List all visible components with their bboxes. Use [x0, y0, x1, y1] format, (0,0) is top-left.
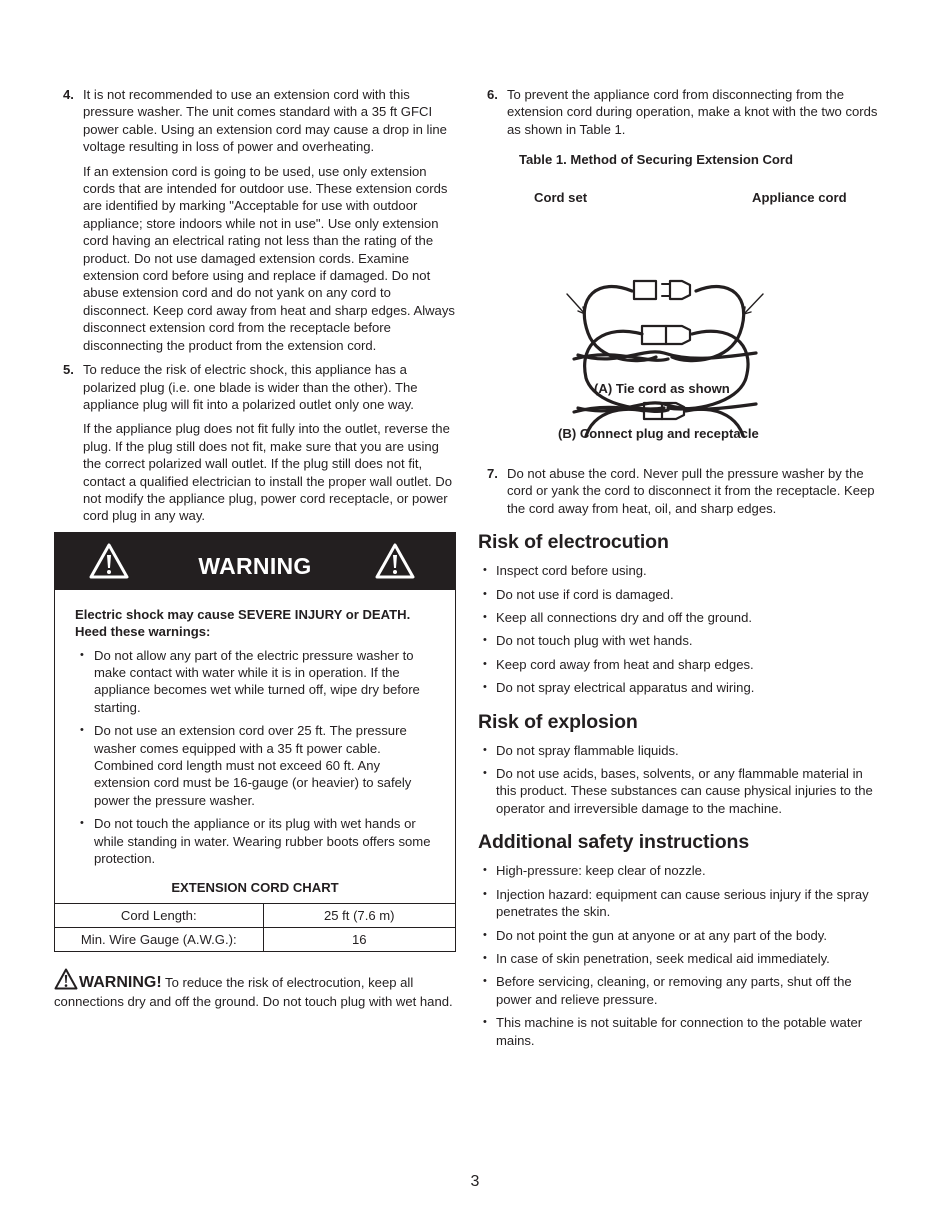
warning-bullets — [75, 647, 435, 868]
list-item — [478, 1014, 878, 1049]
bullet-icon: • — [483, 681, 487, 694]
list-item-text: Keep all connections dry and off the ground. — [496, 610, 752, 626]
table-cell: 25 ft (7.6 m) — [263, 903, 455, 927]
warning-header — [55, 533, 455, 590]
warning-intro: Electric shock may cause SEVERE INJURY or DEATH. Heed these warnings: — [75, 606, 411, 640]
cord-set-label: Cord set — [534, 190, 588, 206]
list-item-text: Do not use if cord is damaged. — [496, 586, 674, 602]
list-item — [478, 679, 878, 696]
list-item — [478, 862, 878, 879]
item-paragraph: It is not recommended to use an extension cord with this pressure washer. The unit comes standard with a 35 ft GFCI power cable. Using an extension cord may cause a drop in line voltage resulting in loss of power and overheating. — [83, 87, 447, 155]
list-item — [478, 765, 878, 817]
instruction-item-6 — [478, 86, 878, 138]
warning-title: WARNING — [198, 552, 312, 579]
item-paragraph: If the appliance plug does not fit fully into the outlet, reverse the plug. If the plug still does not fit, make sure that you are using the correct polarized wall outlet. If the plug still does not fit, contact a qualified electrician to install the proper wall outlet. Do not modify the appliance plug, power cord receptacle, or power cord plug in any way. — [83, 421, 453, 524]
list-item — [478, 973, 878, 1008]
list-item-text: Do not touch the appliance or its plug with wet hands or while standing in water. Wearing rubber boots offers some protection. — [94, 816, 431, 867]
list-item — [478, 950, 878, 967]
bullet-icon: • — [483, 587, 487, 600]
list-item-text: This machine is not suitable for connection to the potable water mains. — [496, 1015, 863, 1048]
electrocution-bullets — [478, 562, 878, 696]
list-item-text: Injection hazard: equipment can cause serious injury if the spray penetrates the skin. — [496, 886, 869, 920]
bullet-icon: • — [483, 864, 487, 877]
list-item-text: Before servicing, cleaning, or removing any parts, shut off the power and relieve pressure. — [496, 974, 852, 1007]
item-paragraph: To prevent the appliance cord from disconnecting from the extension cord during operation, make a knot with the two cords as shown in Table 1. — [507, 87, 878, 137]
list-item — [478, 632, 878, 649]
section-heading-electrocution: Risk of electrocution — [478, 531, 669, 554]
item-paragraph: To reduce the risk of electric shock, this appliance has a polarized plug (i.e. one blade is wider than the other). The appliance plug will fit into a polarized outlet only one way. — [83, 362, 418, 412]
caption-b: (B) Connect plug and receptacle — [558, 426, 759, 441]
left-column — [54, 86, 456, 1011]
list-item-text: Keep cord away from heat and sharp edges. — [496, 656, 754, 672]
appliance-cord-label: Appliance cord — [752, 190, 847, 206]
bullet-icon: • — [483, 951, 487, 964]
list-item-text: Do not touch plug with wet hands. — [496, 633, 693, 649]
explosion-bullets — [478, 742, 878, 818]
warning-note-text: To reduce the risk of electrocution, keep all connections dry and off the ground. Do not touch plug with wet hand. — [54, 974, 453, 1009]
item-number: 7. — [487, 466, 498, 481]
bullet-icon: • — [483, 767, 487, 780]
section-heading-additional-safety: Additional safety instructions — [478, 831, 750, 854]
right-column-lower — [478, 465, 878, 1055]
instruction-item-4 — [54, 86, 456, 354]
bullet-icon: • — [483, 887, 487, 900]
list-item-text: Do not point the gun at anyone or at any part of the body. — [496, 927, 827, 943]
instruction-item-7 — [478, 465, 878, 517]
list-item — [478, 656, 878, 673]
list-item — [75, 815, 435, 867]
list-item — [75, 722, 435, 809]
list-item-text: Inspect cord before using. — [496, 563, 647, 579]
section-heading-explosion: Risk of explosion — [478, 710, 638, 733]
extension-cord-chart-title: EXTENSION CORD CHART — [171, 880, 339, 896]
cord-connected-illustration — [478, 320, 878, 420]
table-row — [55, 927, 455, 951]
list-item-text: Do not use acids, bases, solvents, or any flammable material in this product. These substances can cause physical injuries to the operator and irreversible damage to the machine. — [496, 766, 873, 816]
bullet-icon: • — [483, 657, 487, 670]
table-cell: 16 — [263, 927, 455, 951]
bullet-icon: • — [483, 928, 487, 941]
bullet-icon: • — [483, 975, 487, 988]
table-cell: Cord Length: — [55, 903, 263, 927]
bullet-icon: • — [80, 724, 84, 737]
warning-triangle-icon — [375, 543, 415, 579]
bullet-icon: • — [483, 564, 487, 577]
list-item-text: Do not spray flammable liquids. — [496, 742, 679, 758]
item-number: 6. — [487, 87, 498, 102]
list-item — [478, 886, 878, 921]
warning-body — [55, 590, 455, 897]
additional-safety-bullets — [478, 862, 878, 1049]
bullet-icon: • — [483, 743, 487, 756]
list-item — [478, 586, 878, 603]
warning-triangle-icon — [54, 968, 78, 990]
caption-a: (A) Tie cord as shown — [594, 381, 730, 397]
bullet-icon: • — [483, 634, 487, 647]
page-number: 3 — [470, 1173, 480, 1190]
item-paragraph: Do not abuse the cord. Never pull the pressure washer by the cord or yank the cord to disconnect it from the receptacle. Keep the cord away from heat, oil, and sharp edges. — [507, 466, 875, 516]
instruction-item-5 — [54, 361, 456, 525]
bullet-icon: • — [80, 648, 84, 661]
item-number: 4. — [63, 87, 74, 102]
list-item-text: Do not use an extension cord over 25 ft. The pressure washer comes equipped with a 35 ft power cable. Combined cord length must not exceed 60 ft. Any extension cord must be 16-gauge (or heavier) to safely power the pressure washer. — [94, 723, 412, 808]
list-item — [478, 927, 878, 944]
list-item-text: In case of skin penetration, seek medical aid immediately. — [496, 950, 830, 966]
warning-note — [54, 968, 456, 1011]
item-paragraph: If an extension cord is going to be used, use only extension cords that are intended for outdoor use. These extension cords are identified by marking "Acceptable for use with outdoor appliance; store indoors while not in use". Use only extension cord having an electrical rating not less than the rating of the product. Do not use damaged extension cords. Examine extension cord before using and replace if damaged. Do not abuse extension cord and do not yank on any cord to disconnect. Keep cord away from heat and sharp edges. Always disconnect extension cord from the receptacle before disconnecting the product from the extension cord. — [83, 163, 455, 353]
list-item — [75, 647, 435, 717]
table-row — [55, 903, 455, 927]
item-number: 5. — [63, 362, 74, 378]
bullet-icon: • — [483, 611, 487, 624]
warning-box — [54, 532, 456, 952]
list-item — [478, 609, 878, 626]
list-item-text: Do not allow any part of the electric pressure washer to make contact with water while it is in operation. If the appliance becomes wet while turned off, wipe dry before starting. — [94, 647, 420, 715]
list-item — [478, 742, 878, 759]
bullet-icon: • — [80, 817, 84, 830]
table-title: Table 1. Method of Securing Extension Cord — [519, 152, 794, 168]
extension-cord-chart — [55, 903, 455, 951]
list-item-text: Do not spray electrical apparatus and wiring. — [496, 680, 755, 696]
warning-note-label: WARNING! — [79, 973, 162, 991]
bullet-icon: • — [483, 1016, 487, 1029]
list-item — [478, 562, 878, 579]
table-cell: Min. Wire Gauge (A.W.G.): — [55, 927, 263, 951]
list-item-text: High-pressure: keep clear of nozzle. — [496, 863, 706, 879]
